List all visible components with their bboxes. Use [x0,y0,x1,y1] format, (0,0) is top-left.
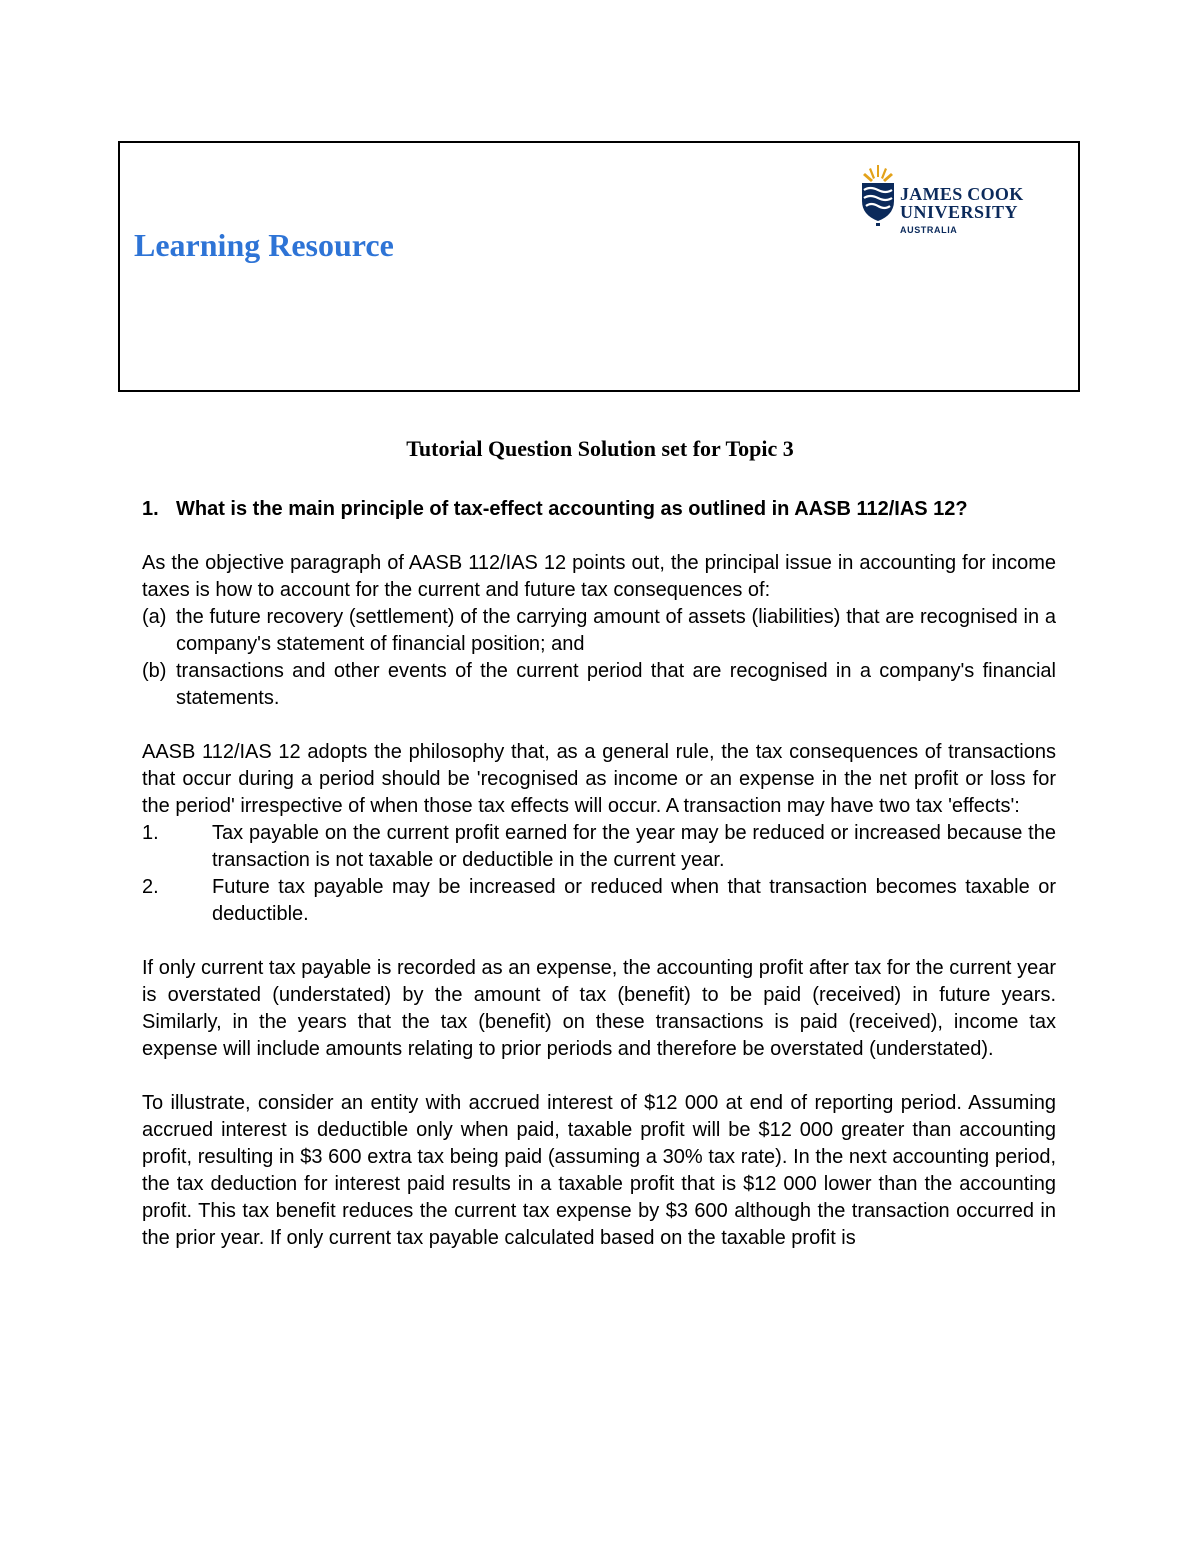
paragraph-objective: As the objective paragraph of AASB 112/IAS 12 points out, the principal issue in accounting for income taxes is how to account for the current and future tax consequences of: [142,552,1056,601]
list-item-text: transactions and other events of the current period that are recognised in a company's financial statements. [176,660,1056,709]
jcu-logo [860,163,1040,243]
paragraph-overstated: If only current tax payable is recorded as an expense, the accounting profit after tax for the current year is overstated (understated) by the amount of tax (benefit) to be paid (received) in future years. Similarly, in the years that the tax (benefit) on these transactions is paid (received), income tax expense will include amounts relating to prior periods and therefore be overstated (understated). [142,957,1056,1060]
paragraph-philosophy: AASB 112/IAS 12 adopts the philosophy that, as a general rule, the tax consequences of transactions that occur during a period should be 'recognised as income or an expense in the net profit or loss for the period' irrespective of when those tax effects will occur. A transaction may have two tax 'effects': [142,741,1056,817]
header-box [118,141,1080,392]
list-item-2 [142,874,1056,928]
list-item-label: 1. [142,822,159,844]
list-item-label: (b) [142,660,167,682]
paragraph-illustration: To illustrate, consider an entity with accrued interest of $12 000 at end of reporting period. Assuming accrued interest is deductible only when paid, taxable profit will be $12 000 greater than accounting profit, resulting in $3 600 extra tax being paid (assuming a 30% tax rate). In the next accounting period, the tax deduction for interest paid results in a taxable profit that is $12 000 lower than the accounting profit. This tax benefit reduces the current tax expense by $3 600 although the transaction occurred in the prior year. If only current tax payable calculated based on the taxable profit is [142,1092,1056,1249]
learning-resource-title: Learning Resource [134,227,394,263]
logo-line-2: UNIVERSITY [900,202,1019,222]
list-item-label: (a) [142,606,167,628]
jcu-crest-icon [860,163,896,227]
question-text: What is the main principle of tax-effect accounting as outlined in AASB 112/IAS 12? [176,498,968,520]
list-item-1 [142,820,1056,874]
list-item-text: the future recovery (settlement) of the carrying amount of assets (liabilities) that are recognised in a company's statement of financial position; and [176,606,1056,655]
logo-line-1: JAMES COOK [900,184,1024,204]
list-item-a [142,604,1056,658]
question-1 [142,496,1056,523]
logo-line-3: AUSTRALIA [900,225,958,235]
list-item-b [142,658,1056,712]
list-item-text: Tax payable on the current profit earned for the year may be reduced or increased because the transaction is not taxable or deductible in the current year. [212,822,1056,871]
list-item-text: Future tax payable may be increased or reduced when that transaction becomes taxable or deductible. [212,876,1056,925]
document-title: Tutorial Question Solution set for Topic 3 [406,436,794,461]
document-body [142,496,1056,1252]
list-item-label: 2. [142,876,159,898]
question-number: 1. [142,498,159,520]
